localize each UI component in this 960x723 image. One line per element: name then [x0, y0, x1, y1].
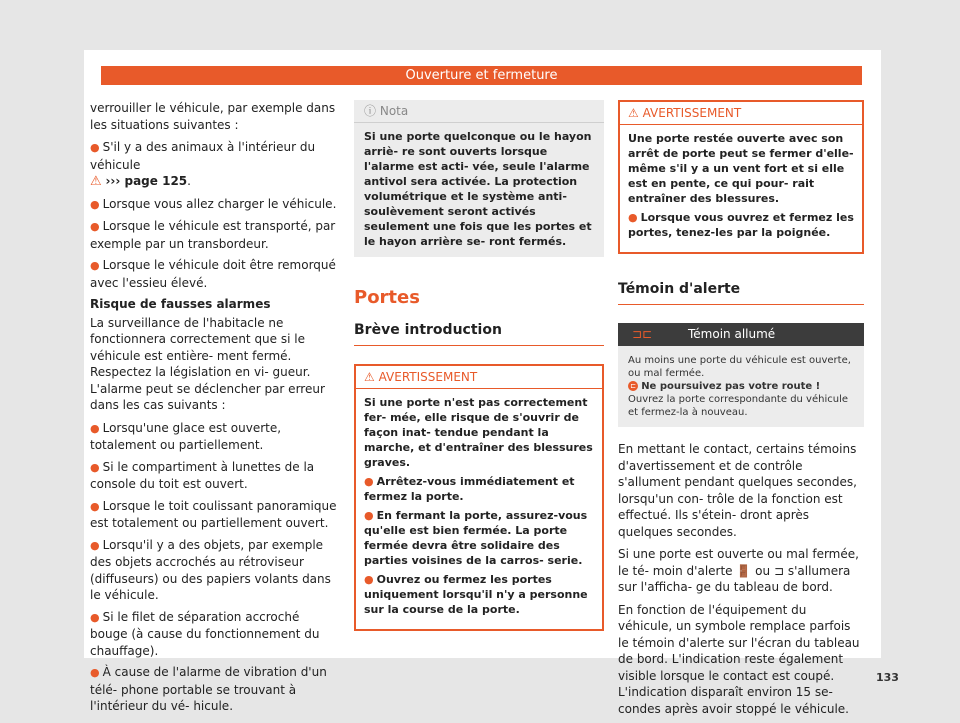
warning-body — [620, 125, 862, 252]
warning-box — [354, 364, 604, 631]
list-item — [90, 218, 338, 252]
warning-triangle-icon: ⚠ — [628, 106, 639, 120]
temoin-title: Témoin d'alerte — [618, 280, 864, 305]
list-item — [90, 537, 338, 604]
page-number: 133 — [876, 671, 899, 684]
bullet-icon: ● — [628, 211, 638, 224]
list-item — [90, 498, 338, 532]
bullet-icon: ● — [90, 460, 100, 474]
warning-text: Une porte restée ouverte avec son arrêt de porte peut se fermer d'elle-même s'il y a un vent fort et si elle est en pente, ce qui pour- rait entraîner des blessures. — [628, 132, 854, 205]
temoin-body — [618, 346, 864, 427]
bullet-icon: ● — [90, 197, 100, 211]
list-item-text: S'il y a des animaux à l'intérieur du véhicule — [90, 140, 316, 172]
list-item — [364, 474, 594, 504]
list-item-text: Lorsque le véhicule doit être remorqué avec l'essieu élevé. — [90, 258, 336, 290]
list-item-text: Lorsque vous allez charger le véhicule. — [102, 196, 337, 211]
column-left — [90, 100, 338, 720]
warning-triangle-icon: ⚠ — [90, 174, 102, 189]
list-item — [364, 508, 594, 568]
list-item — [90, 420, 338, 454]
paragraph: En fonction de l'équipement du véhicule, un symbole remplace parfois le témoin d'alerte sur l'écran du tableau de bord. L'indication reste également visible lorsque le contact est coupé. L'indication disparaît environ 15 se- condes après avoir stoppé le véhicule. — [618, 602, 860, 716]
list-item-text: Lorsqu'il y a des objets, par exemple des objets accrochés au rétroviseur (diffuseurs) ou des papiers volants dans le véhicule. — [90, 537, 331, 602]
temoin-text: Au moins une porte du véhicule est ouverte, ou mal fermée. — [628, 355, 851, 379]
page-reference-link[interactable]: ››› page 125 — [105, 174, 188, 188]
list-item — [90, 196, 338, 214]
temoin-box — [618, 323, 864, 427]
page-header: Ouverture et fermeture — [101, 66, 862, 85]
nota-label: Nota — [379, 104, 409, 118]
list-item-text: Si le filet de séparation accroché bouge (à cause du fonctionnement du chauffage). — [90, 609, 320, 658]
list-item-text: Si le compartiment à lunettes de la console du toit est ouvert. — [90, 459, 315, 491]
list-item-text: Lorsque le toit coulissant panoramique est totalement ou partiellement ouvert. — [90, 498, 337, 530]
warning-triangle-icon: ⚠ — [364, 370, 375, 384]
door-warning-icon: ⊏ — [628, 381, 638, 391]
column-middle — [354, 100, 604, 631]
warning-text: Si une porte n'est pas correctement fer- mée, elle risque de s'ouvrir de façon inat- tendue pendant la marche, et d'entraîner des blessures graves. — [364, 396, 593, 469]
list-item — [90, 459, 338, 493]
list-item-end: . — [187, 174, 191, 188]
list-item-text: Arrêtez-vous immédiatement et fermez la porte. — [364, 475, 575, 503]
bullet-icon: ● — [364, 475, 374, 488]
bullet-icon: ● — [90, 220, 100, 233]
temoin-rest: Ouvrez la porte correspondante du véhicule et fermez-la à nouveau. — [628, 394, 849, 418]
paragraph-part: ou — [755, 563, 771, 578]
bullet-icon: ● — [90, 538, 100, 552]
list-item-text: Lorsque vous ouvrez et fermez les portes, tenez-les par la poignée. — [628, 211, 854, 239]
bullet-icon: ● — [90, 610, 100, 624]
warning-header — [620, 102, 862, 125]
bullet-icon: ● — [90, 259, 100, 272]
list-item-text: À cause de l'alarme de vibration d'un télé- phone portable se trouvant à l'intérieur du vé- hicule. — [90, 665, 327, 713]
nota-header — [354, 100, 604, 123]
warning-body — [356, 389, 602, 629]
nota-text: Si une porte quelconque ou le hayon arriè- re sont ouverts lorsque l'alarme est acti- vée, seule l'alarme antivol sera activée. La protection volumétrique et le système anti- soulèvement seront activés seulement une fois que les portes et le hayon arrière se- ront fermés. — [364, 130, 592, 248]
list-item-text: En fermant la porte, assurez-vous qu'elle est bien fermée. La porte fermée devra être solidaire des parties voisines de la carros- serie. — [364, 509, 588, 567]
bullet-icon: ● — [90, 141, 100, 154]
warning-label: AVERTISSEMENT — [378, 370, 478, 384]
section-title: Portes — [354, 287, 420, 308]
list-item — [90, 609, 338, 660]
warning-box — [618, 100, 864, 254]
bullet-icon: ● — [90, 666, 100, 679]
alarm-heading: Risque de fausses alarmes — [90, 297, 271, 311]
info-icon: ⓘ — [364, 104, 377, 118]
paragraph — [618, 546, 864, 596]
door-warning-icon: ⊐ — [773, 563, 785, 578]
list-item — [90, 139, 338, 191]
door-warning-icon: 🚪 — [736, 563, 752, 578]
column-right — [618, 100, 864, 723]
paragraph-part: Si une porte est ouverte ou mal fermée, le té- moin d'alerte — [618, 547, 859, 578]
bullet-icon: ● — [90, 421, 100, 435]
temoin-header — [618, 323, 864, 346]
list-item — [90, 257, 338, 291]
door-warning-icon: ⊐⊏ — [632, 327, 653, 341]
bullet-icon: ● — [364, 573, 374, 586]
bullet-icon: ● — [90, 499, 100, 513]
list-item — [628, 210, 854, 240]
list-item-text: Lorsqu'une glace est ouverte, totalement ou partiellement. — [90, 420, 282, 452]
intro-text: verrouiller le véhicule, par exemple dans les situations suivantes : — [90, 101, 336, 132]
bullet-icon: ● — [364, 509, 374, 522]
temoin-bold: Ne poursuivez pas votre route ! — [641, 381, 821, 392]
temoin-header-label: Témoin allumé — [688, 327, 776, 341]
list-item-text: Ouvrez ou fermez les portes uniquement lorsqu'il n'y a personne sur la course de la porte. — [364, 573, 588, 616]
nota-box — [354, 100, 604, 257]
warning-header — [356, 366, 602, 389]
sub-title: Brève introduction — [354, 321, 604, 346]
manual-page — [84, 50, 899, 716]
alarm-text: La surveillance de l'habitacle ne fonctionnera correctement que si le véhicule est entière- ment fermé. Respectez la législation en vi- gueur. L'alarme peut se déclencher par erreur dans les cas suivants : — [90, 315, 325, 412]
list-item — [364, 572, 594, 617]
list-item — [90, 664, 338, 715]
paragraph-part: s'allumera sur l'afficha- ge du tableau de bord. — [618, 563, 851, 594]
warning-label: AVERTISSEMENT — [642, 106, 742, 120]
paragraph: En mettant le contact, certains témoins d'avertissement et de contrôle s'allument pendant quelques secondes, lorsqu'un con- trôle de la fonction est effectué. Ils s'étein- dront après quelques secondes. — [618, 442, 857, 539]
list-item-text: Lorsque le véhicule est transporté, par exemple par un transbordeur. — [90, 219, 336, 251]
